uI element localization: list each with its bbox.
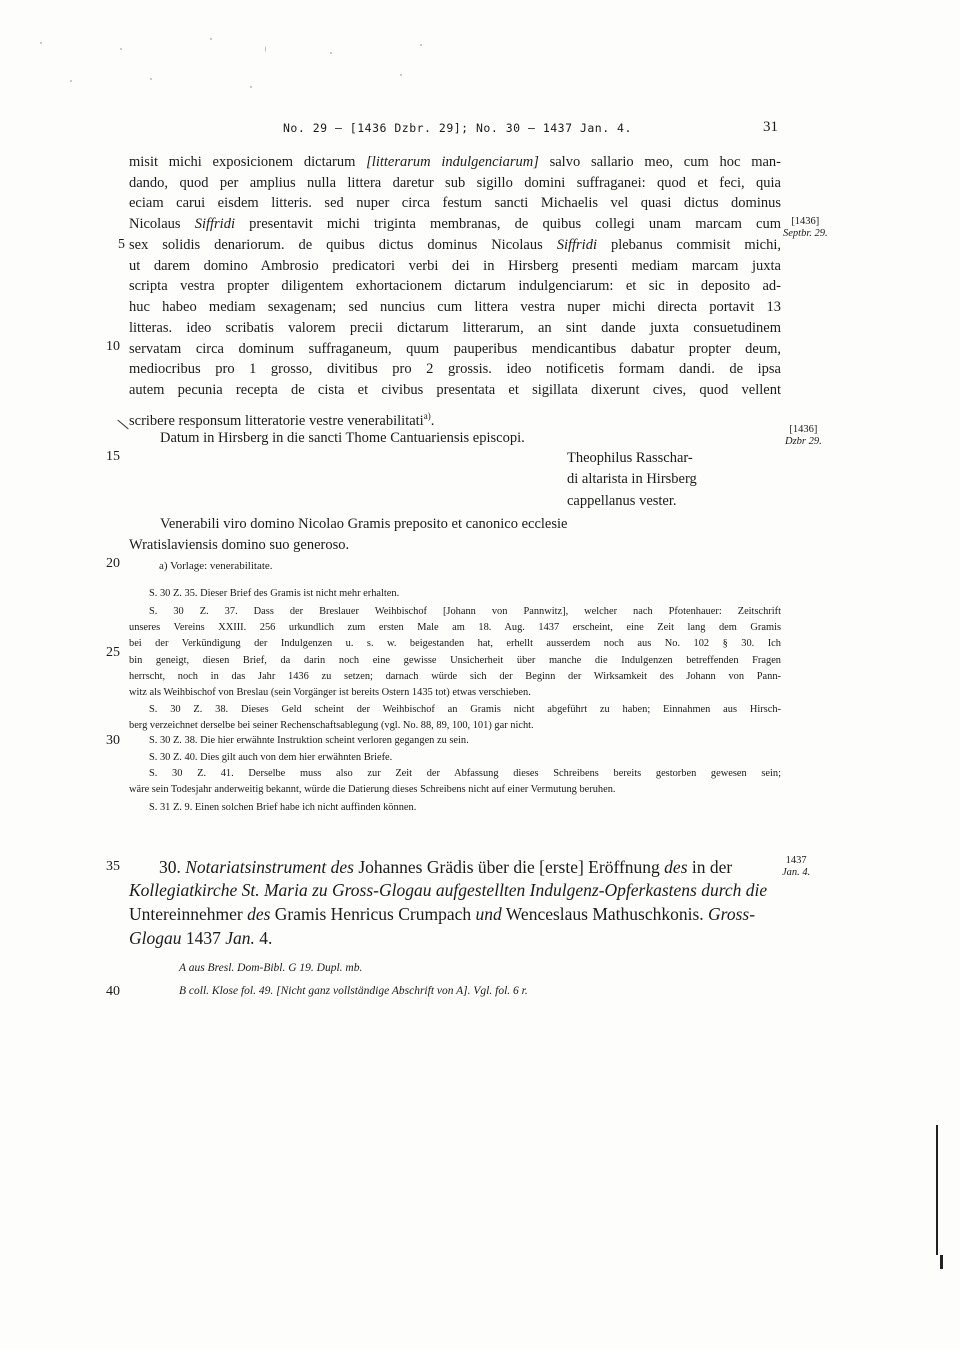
body-line: scripta vestra propter diligentem exhortacionem dictarum indulgenciarum: et sic in deposito ad- (129, 278, 781, 294)
commentary-line: wäre sein Todesjahr anderweitig bekannt, würde die Datierung dieses Schreibens nicht auf einer Vermutung beruhen. (129, 784, 616, 796)
commentary-line: S. 30 Z. 38. Die hier erwähnte Instruktion scheint verloren gegangen zu sein. (149, 735, 469, 746)
commentary-line: S. 30 Z. 35. Dieser Brief des Gramis ist nicht mehr erhalten. (149, 588, 400, 599)
doc30-title-line-2: Kollegiatkirche St. Maria zu Gross-Glogau aufgestellten Indulgenz-Opferkastens durch die (129, 880, 768, 900)
commentary-line: herrscht, noch in das Jahr 1436 zu setzen; darnach würde sich der Beginn der Wirksamkeit des Johann von Pann- (129, 670, 781, 682)
source-b: B coll. Klose fol. 49. [Nicht ganz vollständige Abschrift von A]. Vgl. fol. 6 r. (179, 985, 528, 997)
datum-line: Datum in Hirsberg in die sancti Thome Cantuariensis episcopi. (160, 430, 525, 446)
body-line: litteras. ideo scribatis valorem precii dictarum litterarum, an sint dande juxta consuetudinem (129, 320, 781, 336)
line-number-10: 10 (106, 339, 120, 354)
line-number-30: 30 (106, 733, 120, 748)
commentary-line: S. 30 Z. 40. Dies gilt auch von dem hier erwähnten Briefe. (149, 752, 393, 763)
source-a: A aus Bresl. Dom-Bibl. G 19. Dupl. mb. (179, 962, 363, 974)
body-line: huc habeo mediam sexagenam; sed nuncius cum littera vestra nuper michi directa portavit 13 (129, 299, 781, 315)
line-number-5: 5 (118, 237, 125, 252)
doc30-title-line-4: Glogau 1437 Jan. 4. (129, 928, 273, 948)
commentary-line: S. 31 Z. 9. Einen solchen Brief habe ich nicht auffinden können. (149, 802, 417, 813)
margin-note-2: [1436] Dzbr 29. (785, 424, 822, 447)
line-number-25: 25 (106, 645, 120, 660)
body-line: eciam carui eisdem litteris. sed nuper circa festum sancti Michaelis vel quasi dictus dominus (129, 195, 781, 211)
margin-stroke (117, 420, 128, 430)
line-number-35: 35 (106, 859, 120, 874)
scribere-line: scribere responsum litteratorie vestre venerabilitati$^{a)}$. (129, 411, 435, 429)
margin-note-3: 1437 Jan. 4. (782, 855, 811, 878)
body-line: misit michi exposicionem dictarum [litterarum indulgenciarum] salvo sallario meo, cum hoc man- (129, 154, 781, 170)
running-head: No. 29 — [1436 Dzbr. 29]; No. 30 — 1437 Jan. 4. (283, 121, 632, 135)
body-line: servatam circa dominum suffraganeum, quum pauperibus mendicantibus dabatur propter deum, (129, 341, 781, 357)
doc30-title-line-1: 30. Notariatsinstrument des Johannes Grädis über die [erste] Eröffnung des in der (159, 857, 733, 877)
signature-line-2: di altarista in Hirsberg (567, 471, 697, 487)
scan-artifact-mark (940, 1255, 943, 1269)
body-line: autem pecunia recepta de cista et civibus presentata et sigillata dixerunt cives, quod vellent (129, 382, 781, 398)
commentary-line: witz als Weihbischof von Breslau (sein Vorgänger ist bereits Ostern 1435 tot) etwas verschieben. (129, 687, 531, 698)
commentary-line: bin geneigt, diesen Brief, da darin noch eine gewisse Unsicherheit über manche die Indulgenzen betreffenden Fragen (129, 654, 781, 666)
signature-line-3: cappellanus vester. (567, 493, 677, 509)
commentary-line: S. 30 Z. 38. Dieses Geld scheint der Weihbischof an Gramis nicht abgeführt zu haben; Einnahmen aus Hirsch- (149, 704, 781, 715)
signature-line-1: Theophilus Rasschar- (567, 450, 693, 466)
body-line: mediocribus pro 1 grosso, divitibus pro 2 grossis. ideo notificetis formam dandi. de ipsa (129, 361, 781, 377)
line-number-15: 15 (106, 449, 120, 464)
commentary-line: S. 30 Z. 37. Dass der Breslauer Weihbischof [Johann von Pannwitz], welcher nach Pfotenhauer: Zeitschrift (149, 606, 781, 617)
body-line: dando, quod per amplius nulla littera daretur sub sigillo domini suffraganei: quod et feci, quia (129, 175, 781, 191)
commentary-line: S. 30 Z. 41. Derselbe muss also zur Zeit der Abfassung dieses Schreibens bereits gestorben gewesen sein; (149, 768, 781, 779)
line-number-20: 20 (106, 556, 120, 571)
commentary-line: unseres Vereins XXIII. 256 urkundlich zum ersten Male am 18. Aug. 1437 erscheint, eine Zeit lang dem Gramis (129, 622, 781, 634)
page-number: 31 (763, 119, 778, 135)
commentary-line: bei der Verkündigung der Indulgenzen u. s. w. beigestanden hat, erhellt ausserdem noch aus No. 102 § 30. Ich (129, 638, 781, 650)
address-line-1: Venerabili viro domino Nicolao Gramis preposito et canonico ecclesie (160, 516, 568, 532)
commentary-line: berg verzeichnet derselbe bei seiner Rechenschaftsablegung (vgl. No. 88, 89, 100, 101) gar nicht. (129, 720, 534, 732)
body-line: sex solidis denariorum. de quibus dictus dominus Nicolaus Siffridi plebanus commisit michi, (129, 237, 781, 253)
doc30-title-line-3: Untereinnehmer des Gramis Henricus Crumpach und Wenceslaus Mathuschkonis. Gross- (129, 904, 756, 924)
body-line: Nicolaus Siffridi presentavit michi triginta membranas, de quibus collegi unam marcam cum (129, 216, 781, 232)
line-number-40: 40 (106, 984, 120, 999)
footnote-a: a) Vorlage: venerabilitate. (159, 560, 273, 572)
scan-artifact-bar (936, 1125, 938, 1255)
body-line: ut darem domino Ambrosio predicatori verbi dei in Hirsberg presenti mediam marcam juxta (129, 258, 781, 274)
margin-note-1: [1436] Septbr. 29. (783, 216, 828, 239)
address-line-2: Wratislaviensis domino suo generoso. (129, 537, 350, 553)
